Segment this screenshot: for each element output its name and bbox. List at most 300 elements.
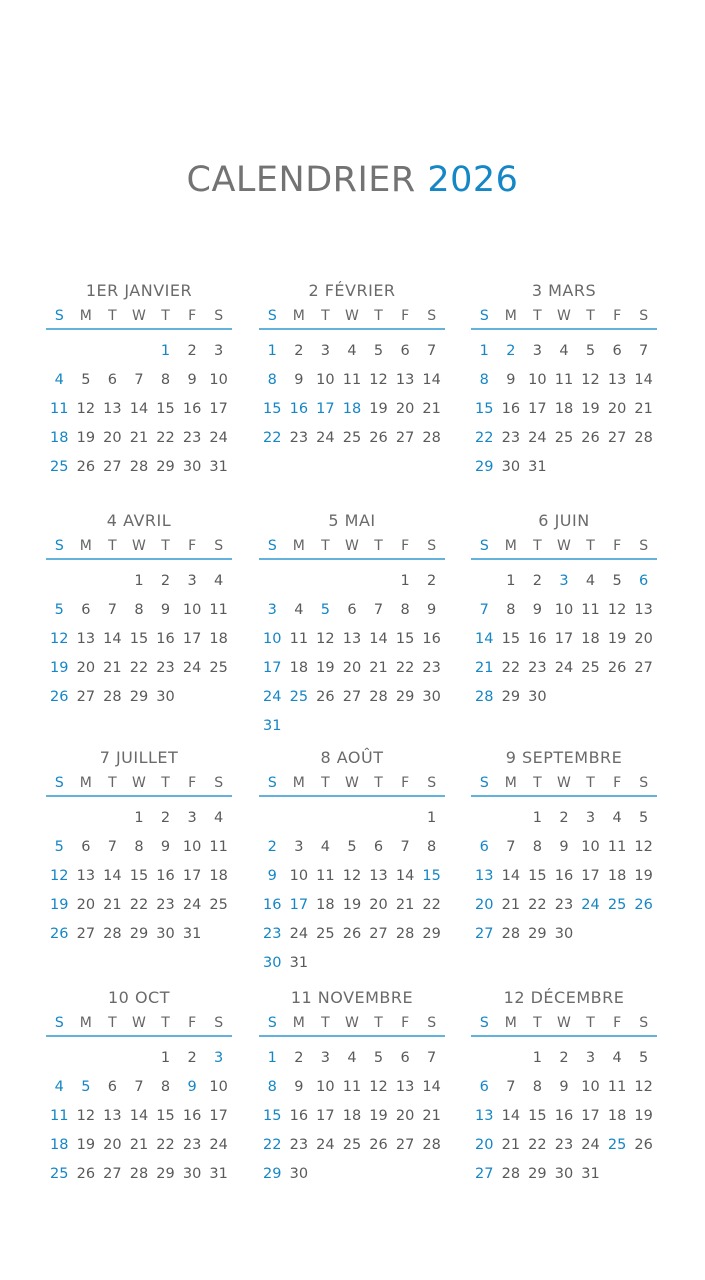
weekday-label: S bbox=[54, 308, 64, 324]
day-cell: 5 bbox=[320, 601, 331, 618]
weekday-label: S bbox=[639, 308, 649, 324]
week-row bbox=[471, 803, 657, 832]
day-cell: 18 bbox=[342, 400, 362, 417]
day-cell: 2 bbox=[160, 809, 171, 826]
day-cell: 1 bbox=[479, 342, 489, 359]
day-cell: 24 bbox=[581, 896, 600, 913]
weekday-label: S bbox=[54, 538, 64, 554]
week-row bbox=[259, 566, 445, 595]
day-cell: 27 bbox=[103, 1165, 122, 1182]
day-cell: 25 bbox=[50, 1165, 69, 1182]
day-cell: 23 bbox=[156, 896, 175, 913]
day-cell: 29 bbox=[422, 925, 441, 942]
day-cell: 15 bbox=[263, 400, 282, 417]
day-cell: 1 bbox=[160, 342, 171, 359]
weekday-label: T bbox=[374, 538, 383, 554]
day-cell: 18 bbox=[50, 1136, 69, 1153]
weekday-label: T bbox=[533, 1015, 542, 1031]
day-cell: 26 bbox=[50, 925, 69, 942]
day-cell: 13 bbox=[103, 400, 122, 417]
weekday-label: S bbox=[427, 538, 437, 554]
weekday-label: F bbox=[188, 1015, 197, 1031]
day-cell: 13 bbox=[342, 630, 362, 647]
title-year: 2026 bbox=[427, 160, 519, 200]
weekday-label: T bbox=[586, 538, 595, 554]
day-cell: 5 bbox=[639, 809, 649, 826]
week-row bbox=[259, 1043, 445, 1072]
day-cell: 26 bbox=[76, 1165, 96, 1182]
weekday-label: T bbox=[321, 538, 330, 554]
weekday-header bbox=[259, 534, 445, 560]
calendar-title bbox=[0, 160, 705, 200]
month-9 bbox=[471, 745, 657, 948]
day-cell: 11 bbox=[209, 838, 228, 855]
day-cell: 5 bbox=[612, 572, 622, 589]
day-cell: 17 bbox=[528, 400, 547, 417]
weekday-label: T bbox=[321, 308, 330, 324]
day-cell: 14 bbox=[129, 400, 149, 417]
weekday-label: T bbox=[161, 1015, 170, 1031]
day-cell: 13 bbox=[103, 1107, 122, 1124]
week-row bbox=[259, 1159, 445, 1188]
day-cell: 16 bbox=[289, 1107, 309, 1124]
day-cell: 4 bbox=[214, 809, 224, 826]
day-cell: 31 bbox=[581, 1165, 600, 1182]
day-cell: 17 bbox=[554, 630, 574, 647]
month-days bbox=[46, 336, 232, 481]
weekday-label: S bbox=[54, 775, 64, 791]
day-cell: 18 bbox=[607, 867, 627, 884]
day-cell: 3 bbox=[585, 1049, 596, 1066]
month-days bbox=[471, 803, 657, 948]
day-cell: 3 bbox=[214, 1049, 224, 1066]
day-cell: 11 bbox=[50, 1107, 69, 1124]
day-cell: 6 bbox=[479, 838, 489, 855]
day-cell: 14 bbox=[475, 630, 494, 647]
day-cell: 8 bbox=[427, 838, 437, 855]
day-cell: 27 bbox=[634, 659, 653, 676]
weekday-header bbox=[46, 304, 232, 330]
weekday-label: T bbox=[161, 538, 170, 554]
day-cell: 3 bbox=[320, 342, 331, 359]
day-cell: 31 bbox=[528, 458, 547, 475]
day-cell: 17 bbox=[316, 1107, 335, 1124]
weekday-label: S bbox=[639, 1015, 649, 1031]
month-3 bbox=[471, 278, 657, 481]
day-cell: 27 bbox=[475, 1165, 494, 1182]
day-cell: 27 bbox=[369, 925, 388, 942]
week-row bbox=[46, 365, 232, 394]
day-cell: 2 bbox=[267, 838, 277, 855]
day-cell: 19 bbox=[369, 400, 388, 417]
month-name: 8 AOÛT bbox=[320, 748, 384, 767]
year-grid bbox=[46, 278, 658, 1238]
day-cell: 4 bbox=[347, 342, 357, 359]
day-cell: 13 bbox=[76, 630, 96, 647]
day-cell: 10 bbox=[289, 867, 309, 884]
day-cell: 15 bbox=[395, 630, 415, 647]
weekday-label: S bbox=[427, 775, 437, 791]
day-cell: 6 bbox=[81, 838, 91, 855]
day-cell: 28 bbox=[395, 925, 415, 942]
day-cell: 14 bbox=[422, 1078, 441, 1095]
day-cell: 12 bbox=[634, 1078, 653, 1095]
day-cell: 1 bbox=[267, 1049, 277, 1066]
day-cell: 29 bbox=[156, 1165, 175, 1182]
weekday-header bbox=[471, 1011, 657, 1037]
day-cell: 25 bbox=[209, 659, 228, 676]
weekday-header bbox=[46, 771, 232, 797]
day-cell: 29 bbox=[528, 1165, 547, 1182]
day-cell: 16 bbox=[289, 400, 309, 417]
day-cell: 8 bbox=[160, 1078, 171, 1095]
day-cell: 7 bbox=[134, 371, 144, 388]
day-cell: 28 bbox=[129, 1165, 149, 1182]
weekday-label: F bbox=[188, 775, 197, 791]
day-cell: 2 bbox=[294, 342, 304, 359]
day-cell: 24 bbox=[316, 1136, 335, 1153]
day-cell: 22 bbox=[263, 1136, 282, 1153]
day-cell: 21 bbox=[422, 400, 441, 417]
day-cell: 16 bbox=[263, 896, 282, 913]
day-cell: 15 bbox=[475, 400, 494, 417]
weekday-label: S bbox=[54, 1015, 64, 1031]
day-cell: 2 bbox=[559, 1049, 569, 1066]
day-cell: 30 bbox=[501, 458, 521, 475]
day-cell: 5 bbox=[347, 838, 357, 855]
day-cell: 21 bbox=[129, 429, 149, 446]
day-cell: 21 bbox=[103, 659, 122, 676]
weekday-label: W bbox=[345, 775, 359, 791]
day-cell: 21 bbox=[395, 896, 415, 913]
day-cell: 10 bbox=[182, 838, 202, 855]
weekday-label: M bbox=[79, 775, 92, 791]
weekday-label: T bbox=[533, 775, 542, 791]
day-cell: 12 bbox=[369, 1078, 388, 1095]
day-cell: 12 bbox=[369, 371, 388, 388]
week-row bbox=[471, 682, 657, 711]
month-name: 2 FÉVRIER bbox=[308, 281, 396, 300]
day-cell: 29 bbox=[263, 1165, 282, 1182]
weekday-label: T bbox=[586, 775, 595, 791]
day-cell: 17 bbox=[209, 400, 228, 417]
day-cell: 28 bbox=[501, 925, 521, 942]
week-row bbox=[46, 832, 232, 861]
weekday-label: T bbox=[108, 775, 117, 791]
day-cell: 20 bbox=[607, 400, 627, 417]
weekday-label: M bbox=[504, 308, 517, 324]
day-cell: 11 bbox=[50, 400, 69, 417]
day-cell: 1 bbox=[506, 572, 516, 589]
day-cell: 19 bbox=[76, 1136, 96, 1153]
day-cell: 2 bbox=[532, 572, 543, 589]
week-row bbox=[259, 595, 445, 624]
day-cell: 2 bbox=[187, 342, 197, 359]
weekday-label: T bbox=[161, 775, 170, 791]
day-cell: 25 bbox=[581, 659, 600, 676]
day-cell: 12 bbox=[607, 601, 627, 618]
day-cell: 8 bbox=[400, 601, 410, 618]
month-days bbox=[259, 336, 445, 452]
weekday-label: W bbox=[132, 775, 146, 791]
weekday-label: F bbox=[401, 538, 410, 554]
day-cell: 8 bbox=[267, 371, 277, 388]
day-cell: 16 bbox=[182, 400, 202, 417]
day-cell: 5 bbox=[639, 1049, 649, 1066]
week-row bbox=[471, 595, 657, 624]
week-row bbox=[259, 803, 445, 832]
day-cell: 8 bbox=[506, 601, 516, 618]
month-days bbox=[46, 803, 232, 948]
day-cell: 26 bbox=[342, 925, 362, 942]
day-cell: 21 bbox=[422, 1107, 441, 1124]
week-row bbox=[471, 624, 657, 653]
weekday-label: M bbox=[504, 1015, 517, 1031]
day-cell: 10 bbox=[263, 630, 282, 647]
day-cell: 23 bbox=[182, 429, 202, 446]
day-cell: 20 bbox=[76, 659, 96, 676]
day-cell: 27 bbox=[395, 429, 415, 446]
day-cell: 1 bbox=[427, 809, 437, 826]
day-cell: 12 bbox=[76, 400, 96, 417]
day-cell: 16 bbox=[156, 630, 175, 647]
day-cell: 18 bbox=[581, 630, 600, 647]
month-days bbox=[259, 1043, 445, 1188]
day-cell: 14 bbox=[422, 371, 441, 388]
week-row bbox=[259, 365, 445, 394]
day-cell: 9 bbox=[559, 1078, 569, 1095]
weekday-label: W bbox=[557, 1015, 571, 1031]
week-row bbox=[46, 861, 232, 890]
day-cell: 19 bbox=[50, 659, 69, 676]
day-cell: 9 bbox=[506, 371, 516, 388]
day-cell: 30 bbox=[528, 688, 547, 705]
day-cell: 22 bbox=[129, 659, 149, 676]
day-cell: 14 bbox=[369, 630, 388, 647]
day-cell: 26 bbox=[369, 1136, 388, 1153]
day-cell: 2 bbox=[294, 1049, 304, 1066]
day-cell: 31 bbox=[289, 954, 309, 971]
weekday-header bbox=[259, 771, 445, 797]
weekday-label: S bbox=[479, 775, 489, 791]
weekday-label: S bbox=[214, 775, 224, 791]
day-cell: 25 bbox=[607, 1136, 627, 1153]
weekday-label: S bbox=[639, 538, 649, 554]
day-cell: 16 bbox=[554, 1107, 574, 1124]
day-cell: 6 bbox=[612, 342, 622, 359]
day-cell: 14 bbox=[103, 630, 122, 647]
week-row bbox=[46, 624, 232, 653]
day-cell: 13 bbox=[76, 867, 96, 884]
day-cell: 12 bbox=[50, 867, 69, 884]
day-cell: 28 bbox=[634, 429, 653, 446]
week-row bbox=[259, 682, 445, 711]
day-cell: 9 bbox=[294, 371, 304, 388]
week-row bbox=[471, 1159, 657, 1188]
month-name: 6 JUIN bbox=[538, 511, 590, 530]
day-cell: 14 bbox=[129, 1107, 149, 1124]
day-cell: 19 bbox=[607, 630, 627, 647]
day-cell: 25 bbox=[554, 429, 574, 446]
day-cell: 21 bbox=[103, 896, 122, 913]
day-cell: 3 bbox=[559, 572, 569, 589]
week-row bbox=[259, 394, 445, 423]
day-cell: 7 bbox=[373, 601, 384, 618]
weekday-label: S bbox=[267, 775, 277, 791]
day-cell: 20 bbox=[103, 1136, 122, 1153]
day-cell: 25 bbox=[316, 925, 335, 942]
day-cell: 8 bbox=[532, 838, 543, 855]
week-row bbox=[46, 595, 232, 624]
week-row bbox=[259, 890, 445, 919]
day-cell: 29 bbox=[156, 458, 175, 475]
day-cell: 28 bbox=[129, 458, 149, 475]
day-cell: 11 bbox=[316, 867, 335, 884]
day-cell: 3 bbox=[585, 809, 596, 826]
week-row bbox=[471, 832, 657, 861]
week-row bbox=[46, 566, 232, 595]
week-row bbox=[471, 452, 657, 481]
day-cell: 1 bbox=[134, 572, 144, 589]
weekday-label: S bbox=[214, 308, 224, 324]
day-cell: 6 bbox=[107, 1078, 118, 1095]
weekday-label: S bbox=[427, 1015, 437, 1031]
day-cell: 21 bbox=[475, 659, 494, 676]
week-row bbox=[46, 1101, 232, 1130]
month-days bbox=[471, 1043, 657, 1188]
day-cell: 7 bbox=[506, 1078, 516, 1095]
week-row bbox=[46, 653, 232, 682]
day-cell: 25 bbox=[607, 896, 627, 913]
day-cell: 27 bbox=[342, 688, 362, 705]
day-cell: 10 bbox=[209, 371, 228, 388]
day-cell: 26 bbox=[634, 1136, 653, 1153]
day-cell: 18 bbox=[209, 867, 228, 884]
day-cell: 26 bbox=[76, 458, 96, 475]
day-cell: 20 bbox=[103, 429, 122, 446]
weekday-label: M bbox=[292, 775, 305, 791]
day-cell: 24 bbox=[581, 1136, 600, 1153]
day-cell: 19 bbox=[581, 400, 600, 417]
weekday-label: S bbox=[427, 308, 437, 324]
day-cell: 17 bbox=[263, 659, 282, 676]
week-row bbox=[46, 336, 232, 365]
day-cell: 24 bbox=[263, 688, 282, 705]
day-cell: 15 bbox=[129, 867, 149, 884]
day-cell: 4 bbox=[320, 838, 331, 855]
weekday-label: F bbox=[613, 308, 622, 324]
month-5 bbox=[259, 508, 445, 740]
week-row bbox=[471, 336, 657, 365]
day-cell: 1 bbox=[160, 1049, 171, 1066]
weekday-header bbox=[46, 534, 232, 560]
day-cell: 17 bbox=[581, 867, 600, 884]
day-cell: 30 bbox=[156, 925, 175, 942]
month-days bbox=[46, 566, 232, 711]
day-cell: 2 bbox=[559, 809, 569, 826]
day-cell: 23 bbox=[422, 659, 441, 676]
day-cell: 4 bbox=[54, 1078, 64, 1095]
week-row bbox=[471, 394, 657, 423]
day-cell: 24 bbox=[182, 896, 202, 913]
day-cell: 9 bbox=[267, 867, 277, 884]
day-cell: 11 bbox=[554, 371, 574, 388]
day-cell: 20 bbox=[395, 1107, 415, 1124]
week-row bbox=[46, 1043, 232, 1072]
day-cell: 19 bbox=[634, 867, 653, 884]
week-row bbox=[471, 861, 657, 890]
day-cell: 4 bbox=[612, 809, 622, 826]
day-cell: 26 bbox=[634, 896, 653, 913]
day-cell: 26 bbox=[316, 688, 335, 705]
day-cell: 25 bbox=[209, 896, 228, 913]
day-cell: 6 bbox=[107, 371, 118, 388]
day-cell: 11 bbox=[607, 1078, 627, 1095]
weekday-label: T bbox=[586, 1015, 595, 1031]
day-cell: 13 bbox=[395, 371, 415, 388]
day-cell: 4 bbox=[294, 601, 304, 618]
day-cell: 20 bbox=[342, 659, 362, 676]
week-row bbox=[46, 919, 232, 948]
day-cell: 15 bbox=[501, 630, 521, 647]
day-cell: 8 bbox=[134, 838, 144, 855]
day-cell: 23 bbox=[263, 925, 282, 942]
month-days bbox=[471, 566, 657, 711]
day-cell: 11 bbox=[342, 1078, 362, 1095]
day-cell: 13 bbox=[634, 601, 653, 618]
day-cell: 6 bbox=[479, 1078, 489, 1095]
day-cell: 24 bbox=[528, 429, 547, 446]
day-cell: 27 bbox=[103, 458, 122, 475]
day-cell: 22 bbox=[475, 429, 494, 446]
day-cell: 20 bbox=[634, 630, 653, 647]
day-cell: 25 bbox=[50, 458, 69, 475]
month-days bbox=[471, 336, 657, 481]
day-cell: 20 bbox=[76, 896, 96, 913]
week-row bbox=[471, 566, 657, 595]
day-cell: 27 bbox=[607, 429, 627, 446]
week-row bbox=[46, 423, 232, 452]
day-cell: 9 bbox=[160, 601, 171, 618]
day-cell: 30 bbox=[263, 954, 282, 971]
day-cell: 4 bbox=[54, 371, 64, 388]
day-cell: 31 bbox=[182, 925, 202, 942]
day-cell: 18 bbox=[607, 1107, 627, 1124]
day-cell: 5 bbox=[373, 342, 384, 359]
day-cell: 12 bbox=[634, 838, 653, 855]
week-row bbox=[471, 653, 657, 682]
day-cell: 10 bbox=[581, 1078, 600, 1095]
weekday-label: S bbox=[267, 308, 277, 324]
weekday-label: T bbox=[374, 308, 383, 324]
day-cell: 22 bbox=[156, 1136, 175, 1153]
day-cell: 31 bbox=[263, 717, 282, 734]
week-row bbox=[259, 948, 445, 977]
day-cell: 8 bbox=[267, 1078, 277, 1095]
week-row bbox=[46, 682, 232, 711]
day-cell: 20 bbox=[395, 400, 415, 417]
day-cell: 11 bbox=[607, 838, 627, 855]
weekday-label: S bbox=[214, 538, 224, 554]
day-cell: 15 bbox=[528, 1107, 547, 1124]
month-12 bbox=[471, 985, 657, 1188]
day-cell: 10 bbox=[554, 601, 574, 618]
weekday-label: T bbox=[321, 1015, 330, 1031]
week-row bbox=[471, 1072, 657, 1101]
day-cell: 28 bbox=[369, 688, 388, 705]
weekday-label: T bbox=[586, 308, 595, 324]
day-cell: 6 bbox=[400, 342, 410, 359]
